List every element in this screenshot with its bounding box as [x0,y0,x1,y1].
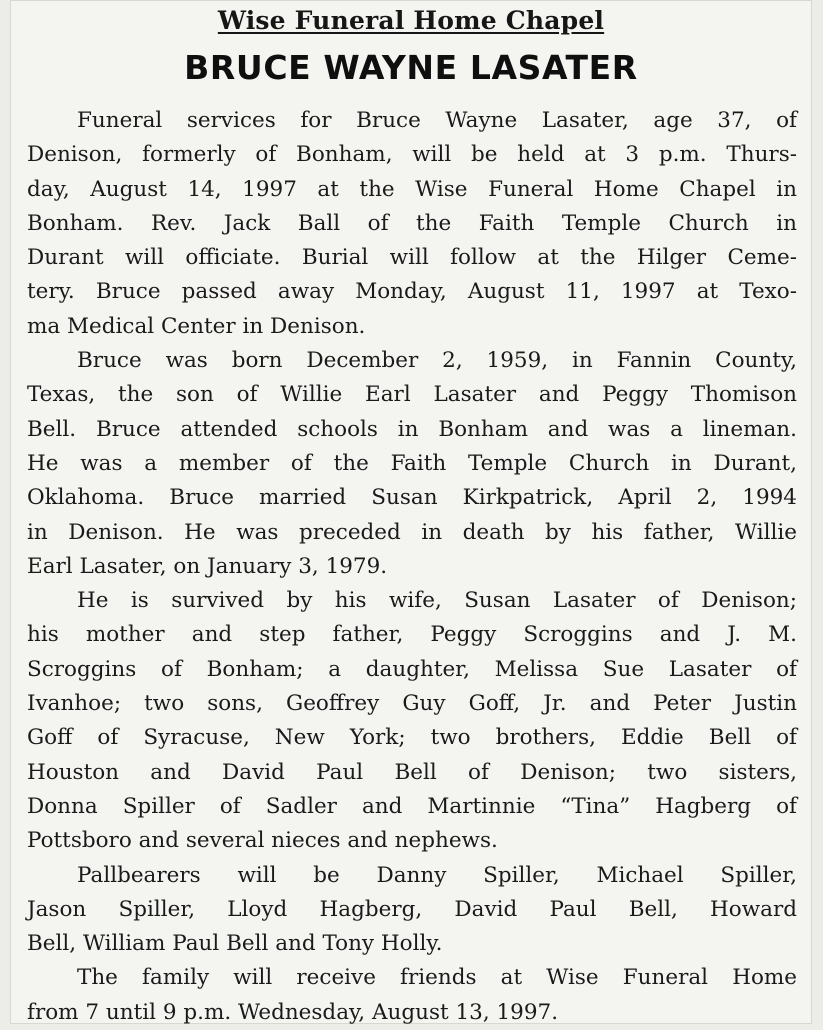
text-line: Funeral services for Bruce Wayne Lasater, age 37, of [77,108,797,133]
text-line: Denison, formerly of Bonham, will be held at 3 p.m. Thurs- [27,142,797,168]
text-line: from 7 until 9 p.m. Wednesday, August 13, 1997. [27,999,559,1025]
text-line: He was a member of the Faith Temple Church in Durant, [27,450,797,476]
text-line: Scroggins of Bonham; a daughter, Melissa Sue Lasater of [27,656,797,682]
text-line: Bell. Bruce attended schools in Bonham and was a lineman. [27,416,797,442]
text-line: ma Medical Center in Denison. [27,313,366,339]
text-line: his mother and step father, Peggy Scroggins and J. M. [27,622,797,648]
text-line: Jason Spiller, Lloyd Hagberg, David Paul Bell, Howard [27,896,797,922]
text-line: Bruce was born December 2, 1959, in Fannin County, [77,348,797,374]
text-line: Texas, the son of Willie Earl Lasater and Peggy Thomison [27,382,797,408]
text-line: Ivanhoe; two sons, Geoffrey Guy Goff, Jr. and Peter Justin [27,691,797,717]
chapel-heading: Wise Funeral Home Chapel [217,6,605,35]
paragraph-biography [27,344,797,584]
text-line: Houston and David Paul Bell of Denison; two sisters, [27,759,797,785]
text-line: tery. Bruce passed away Monday, August 11, 1997 at Texo- [27,279,797,305]
text-line: day, August 14, 1997 at the Wise Funeral Home Chapel in [27,176,797,202]
obituary-body [27,104,797,1030]
text-line: Pallbearers will be Danny Spiller, Michael Spiller, [77,862,797,888]
text-line: Donna Spiller of Sadler and Martinnie “Tina” Hagberg of [27,793,797,819]
text-line: in Denison. He was preceded in death by his father, Willie [27,519,797,545]
text-line: Bell, William Paul Bell and Tony Holly. [27,931,443,957]
text-line: Bonham. Rev. Jack Ball of the Faith Temple Church in [27,210,797,236]
text-line: Goff of Syracuse, New York; two brothers, Eddie Bell of [27,725,797,751]
text-line: Pottsboro and several nieces and nephews. [27,828,498,854]
paragraph-visitation [27,961,797,1030]
text-line: The family will receive friends at Wise Funeral Home [77,965,797,991]
paragraph-services [27,104,797,344]
text-line: He is survived by his wife, Susan Lasater of Denison; [77,588,797,614]
obituary-clipping [10,0,812,1024]
text-line: Durant will officiate. Burial will follow at the Hilger Ceme- [27,245,797,271]
text-line: Oklahoma. Bruce married Susan Kirkpatrick, April 2, 1994 [27,485,797,511]
paragraph-survivors [27,584,797,858]
text-line: Earl Lasater, on January 3, 1979. [27,553,388,579]
deceased-name-headline: BRUCE WAYNE LASATER [184,48,638,87]
paragraph-pallbearers [27,859,797,962]
